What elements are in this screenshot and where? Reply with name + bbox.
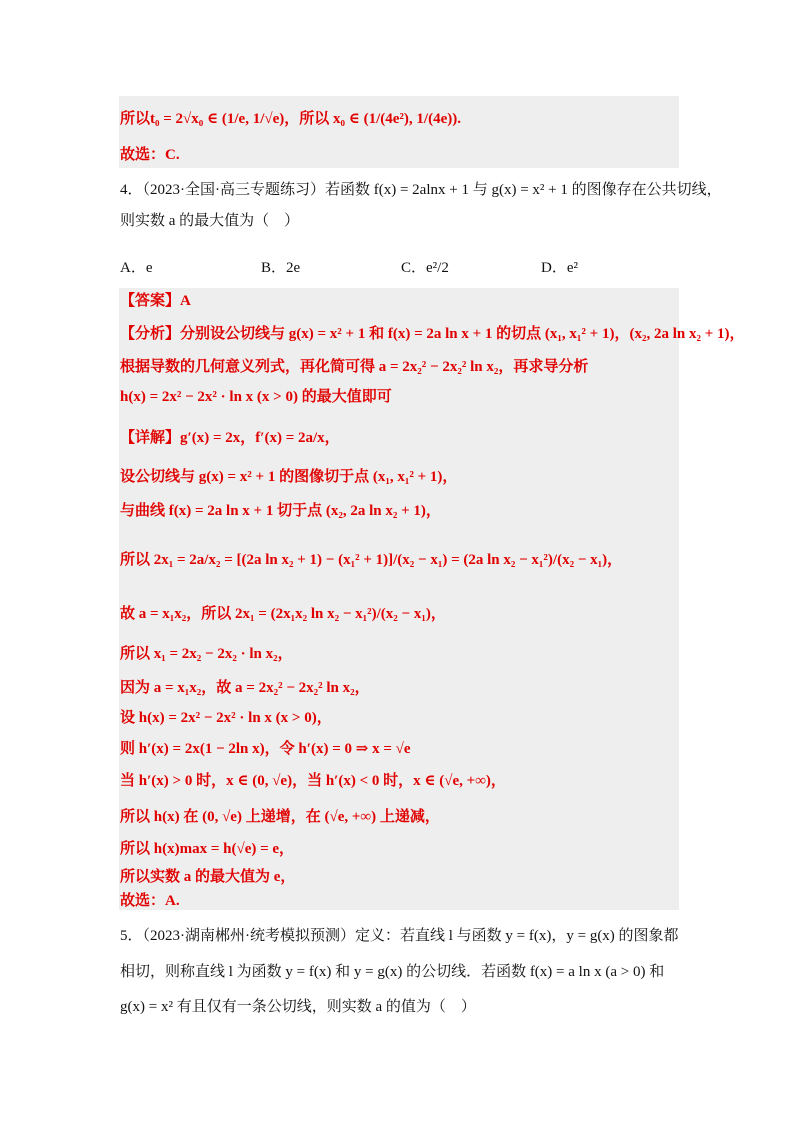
detail-line-13: 所以实数 a 的最大值为 e， — [120, 869, 296, 885]
answer-line: 【答案】A — [120, 293, 191, 309]
question-5-stem-line-2: 相切，则称直线 l 为函数 y = f(x) 和 y = g(x) 的公切线．若函数 f(x) = a ln x (a > 0) 和 — [120, 964, 665, 980]
detail-line-9: 则 h′(x) = 2x(1 − 2ln x)，令 h′(x) = 0 ⇒ x = √e — [120, 741, 411, 757]
option-a: A．e — [120, 260, 153, 276]
analysis-line-2: 根据导数的几何意义列式，再化简可得 a = 2x₂² − 2x₂² ln x₂，再求导分析 — [120, 359, 589, 375]
question-4-stem-line-2: 则实数 a 的最大值为（ ） — [120, 213, 300, 229]
detail-line-1: 【详解】g′(x) = 2x，f′(x) = 2a/x， — [120, 430, 340, 446]
detail-line-10: 当 h′(x) > 0 时，x ∈ (0, √e)，当 h′(x) < 0 时，x ∈ (√e, +∞)， — [120, 773, 506, 789]
question-4-stem-line-1: 4．（2023·全国·高三专题练习）若函数 f(x) = 2alnx + 1 与 g(x) = x² + 1 的图像存在公共切线， — [120, 182, 722, 198]
detail-line-5: 故 a = x₁x₂，所以 2x₁ = (2x₁x₂ ln x₂ − x₁²)/(x₂ − x₁)， — [120, 606, 446, 622]
detail-line-11: 所以 h(x) 在 (0, √e) 上递增，在 (√e, +∞) 上递减， — [120, 809, 440, 825]
detail-line-8: 设 h(x) = 2x² − 2x² · ln x (x > 0)， — [120, 710, 332, 726]
solution-line: 所以t₀ = 2√x₀ ∈ (1/e, 1/√e)，所以 x₀ ∈ (1/(4e²), 1/(4e)). — [120, 111, 461, 127]
detail-line-4: 所以 2x₁ = 2a/x₂ = [(2a ln x₂ + 1) − (x₁² + 1)]/(x₂ − x₁) = (2a ln x₂ − x₁²)/(x₂ − x₁)， — [120, 552, 623, 568]
detail-line-2: 设公切线与 g(x) = x² + 1 的图像切于点 (x₁, x₁² + 1)， — [120, 469, 458, 485]
solution-block-shade-top — [119, 96, 679, 168]
detail-line-14: 故选：A. — [120, 893, 180, 909]
question-5-stem-line-1: 5．（2023·湖南郴州·统考模拟预测）定义：若直线 l 与函数 y = f(x)，y = g(x) 的图象都 — [120, 928, 679, 944]
analysis-line-3: h(x) = 2x² − 2x² · ln x (x > 0) 的最大值即可 — [120, 389, 392, 405]
detail-line-6: 所以 x₁ = 2x₂ − 2x₂ · ln x₂， — [120, 646, 293, 662]
solution-conclusion: 故选：C. — [120, 147, 180, 163]
analysis-line-1: 【分析】分别设公切线与 g(x) = x² + 1 和 f(x) = 2a ln x + 1 的切点 (x₁, x₁² + 1)，(x₂, 2a ln x₂ + 1)， — [120, 326, 745, 342]
question-5-stem-line-3: g(x) = x² 有且仅有一条公切线，则实数 a 的值为（ ） — [120, 999, 476, 1015]
option-b: B．2e — [261, 260, 301, 276]
detail-line-7: 因为 a = x₁x₂，故 a = 2x₂² − 2x₂² ln x₂， — [120, 680, 370, 696]
detail-line-12: 所以 h(x)max = h(√e) = e， — [120, 841, 295, 857]
option-d: D．e² — [541, 260, 578, 276]
detail-line-3: 与曲线 f(x) = 2a ln x + 1 切于点 (x₂, 2a ln x₂ + 1)， — [120, 503, 441, 519]
option-c: C．e²/2 — [401, 260, 449, 276]
